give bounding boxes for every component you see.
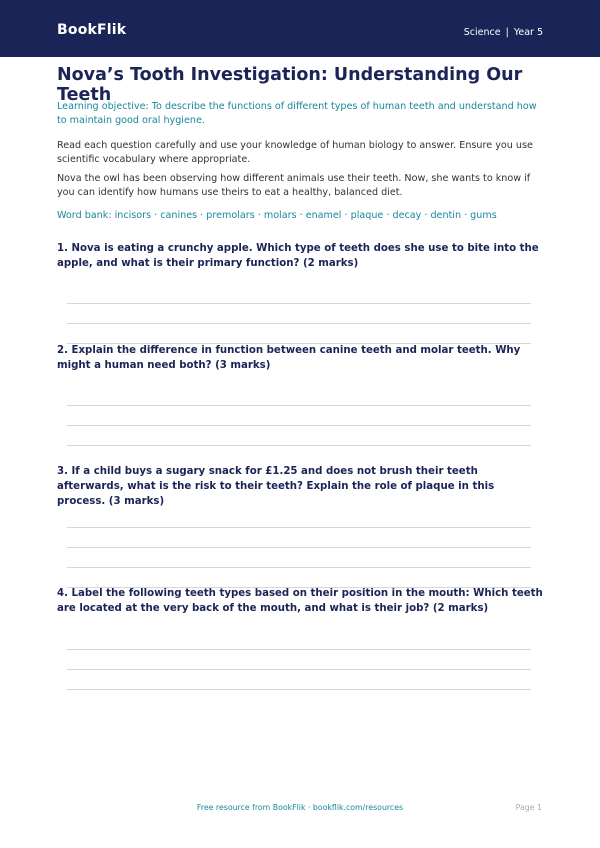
question-1: 1. Nova is eating a crunchy apple. Which type of teeth does she use to bite into the apple, and what is their primary function? (2 marks): [57, 243, 539, 269]
question-4: 4. Label the following teeth types based on their position in the mouth: Which teeth are located at the very back of the mouth, and what is their job? (2 marks): [57, 588, 543, 614]
subject-year-label: [464, 27, 543, 38]
answer-line[interactable]: [67, 689, 531, 690]
question-2: 2. Explain the difference in function between canine teeth and molar teeth. Why might a human need both? (3 marks): [57, 345, 521, 371]
answer-line[interactable]: [67, 547, 531, 548]
answer-line[interactable]: [67, 669, 531, 670]
answer-line[interactable]: [67, 303, 531, 304]
answer-line[interactable]: [67, 567, 531, 568]
instructions-text: Read each question carefully and use your knowledge of human biology to answer. Ensure you use scientific vocabulary where appropriate.: [57, 140, 533, 165]
answer-line[interactable]: [67, 323, 531, 324]
page-number: Page 1: [515, 803, 542, 812]
subject-label: Science: [463, 27, 501, 38]
page-title: Nova’s Tooth Investigation: Understanding Our Teeth: [57, 65, 523, 105]
brand-logo-text[interactable]: BookFlik: [57, 22, 127, 38]
header-bar: [0, 0, 600, 57]
answer-line[interactable]: [67, 527, 531, 528]
subject-separator: |: [505, 27, 509, 38]
footer-link[interactable]: Free resource from BookFlik · bookflik.com/resources: [196, 803, 404, 812]
scenario-text: Nova the owl has been observing how different animals use their teeth. Now, she wants to know if you can identify how humans use theirs to eat a healthy, balanced diet.: [57, 173, 531, 198]
answer-line[interactable]: [67, 425, 531, 426]
year-label: Year 5: [513, 27, 543, 38]
answer-line[interactable]: [67, 445, 531, 446]
question-3: 3. If a child buys a sugary snack for £1.25 and does not brush their teeth afterwards, what is the risk to their teeth? Explain the role of plaque in this process. (3 marks): [57, 466, 495, 507]
word-bank: Word bank: incisors · canines · premolars · molars · enamel · plaque · decay · dentin · gums: [57, 210, 497, 221]
learning-objective: Learning objective: To describe the functions of different types of human teeth and understand how to maintain good oral hygiene.: [57, 101, 537, 126]
answer-line[interactable]: [67, 405, 531, 406]
answer-line[interactable]: [67, 649, 531, 650]
